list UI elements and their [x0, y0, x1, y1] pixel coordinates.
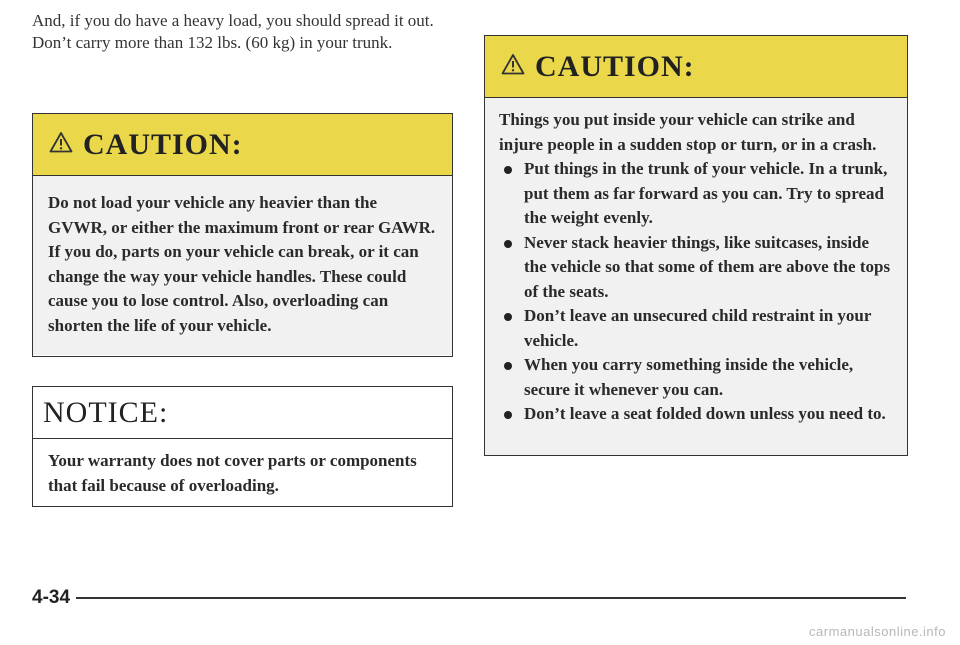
page-number: 4-34: [32, 587, 71, 608]
caution-box-load-limit: [32, 113, 453, 357]
caution-body: Do not load your vehicle any heavier than the GVWR, or either the maximum front or rear GAWR. If you do, parts on your vehicle can break, or it can change the way your vehicle handles. These could cause you to lose control. Also, overloading can shorten the life of your vehicle.: [33, 176, 452, 355]
bullet-dot: [504, 313, 512, 321]
caution-box-cargo: [484, 35, 908, 456]
bullet-dot: [504, 240, 512, 248]
footer-rule: [76, 597, 906, 599]
bullet-dot: [504, 362, 512, 370]
notice-box-warranty: [32, 386, 453, 507]
bullet-dot: [504, 166, 512, 174]
bullet-item: Don’t leave an unsecured child restraint in your vehicle.: [499, 304, 893, 353]
warning-triangle-icon: [49, 131, 73, 158]
notice-title: NOTICE:: [43, 395, 169, 429]
notice-header: [33, 387, 452, 439]
intro-paragraph: And, if you do have a heavy load, you should spread it out. Don’t carry more than 132 lbs. (60 kg) in your trunk.: [32, 11, 434, 52]
notice-body: Your warranty does not cover parts or components that fail because of overloading.: [33, 439, 452, 506]
caution-intro: Things you put inside your vehicle can strike and injure people in a sudden stop or turn, or in a crash.: [499, 110, 877, 154]
caution-header: [485, 36, 907, 98]
bullet-item: Put things in the trunk of your vehicle. In a trunk, put them as far forward as you can. Try to spread the weight evenly.: [499, 157, 893, 231]
caution-bullet-list: [499, 157, 893, 427]
bullet-item: Don’t leave a seat folded down unless you need to.: [499, 402, 893, 427]
bullet-item: When you carry something inside the vehicle, secure it whenever you can.: [499, 353, 893, 402]
watermark: carmanualsonline.info: [809, 624, 946, 639]
page-footer: [32, 587, 906, 609]
bullet-dot: [504, 411, 512, 419]
caution-title: CAUTION:: [535, 49, 695, 83]
caution-header: [33, 114, 452, 176]
warning-triangle-icon: [501, 53, 525, 80]
bullet-item: Never stack heavier things, like suitcases, inside the vehicle so that some of them are above the tops of the seats.: [499, 231, 893, 305]
caution-body: [485, 98, 907, 455]
caution-title: CAUTION:: [83, 127, 243, 161]
